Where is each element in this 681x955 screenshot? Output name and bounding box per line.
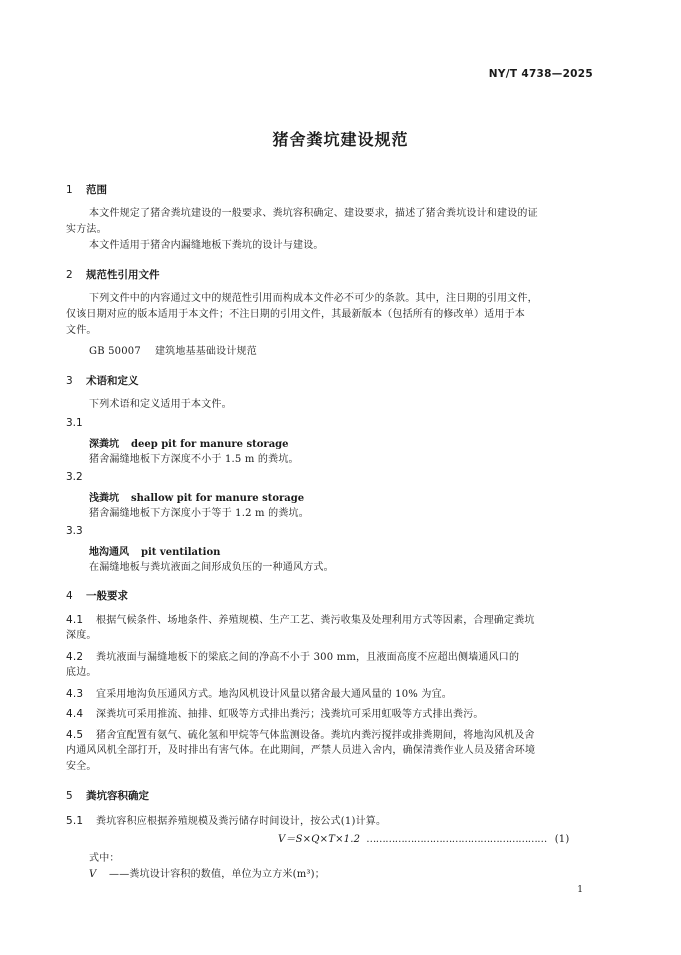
section-2-paragraph-line-1: 下列文件中的内容通过文中的规范性引用而构成本文件必不可少的条款。其中，注日期的引用文件， <box>89 293 538 304</box>
clause-4-1-line-2: 深度。 <box>66 630 97 641</box>
clause-text: 深粪坑可采用推流、抽排、虹吸等方式排出粪污；浅粪坑可采用虹吸等方式排出粪污。 <box>96 709 484 720</box>
clause-4-2-line-1 <box>66 649 519 666</box>
section-1-paragraph-2: 本文件适用于猪舍内漏缝地板下粪坑的设计与建设。 <box>89 240 324 251</box>
clause-text: 宜采用地沟负压通风方式。地沟风机设计风量以猪舍最大通风量的 10% 为宜。 <box>96 689 452 700</box>
term-zh: 深粪坑 <box>89 439 119 450</box>
section-number: 5 <box>66 790 73 802</box>
formula-line <box>278 832 569 848</box>
clause-text: 粪坑液面与漏缝地板下的梁底之间的净高不小于 300 mm，且液面高度不应超出侧墙通风口的 <box>96 652 520 663</box>
document-title: 猪舍粪坑建设规范 <box>272 130 409 149</box>
term-definition: 在漏缝地板与粪坑液面之间形成负压的一种通风方式。 <box>89 562 334 573</box>
clause-number: 4.5 <box>66 729 84 741</box>
term-heading <box>89 543 220 558</box>
variable-description: ——粪坑设计容积的数值，单位为立方米(m³)； <box>109 869 325 880</box>
section-2-heading <box>66 267 160 282</box>
term-en: pit ventilation <box>141 547 221 558</box>
section-1-paragraph-1-line-2: 实方法。 <box>66 224 107 235</box>
section-4-heading <box>66 588 128 603</box>
section-title: 术语和定义 <box>86 375 139 387</box>
clause-4-5-line-2: 内通风风机全部打开，及时排出有害气体。在此期间，严禁人员进入舍内，确保清粪作业人员及猪舍环境 <box>66 745 536 756</box>
clause-number: 4.3 <box>66 688 84 700</box>
where-label: 式中： <box>89 853 120 864</box>
term-number: 3.2 <box>66 471 83 483</box>
term-en: shallow pit for manure storage <box>131 493 305 504</box>
clause-4-3 <box>66 686 452 703</box>
clause-4-2-line-2: 底边。 <box>66 667 97 678</box>
clause-5-1 <box>66 813 386 830</box>
term-number: 3.3 <box>66 525 83 537</box>
section-2-paragraph-line-3: 文件。 <box>66 325 97 336</box>
clause-text: 粪坑容积应根据养殖规模及粪污储存时间设计，按公式(1)计算。 <box>96 816 387 827</box>
clause-number: 4.2 <box>66 651 84 663</box>
term-en: deep pit for manure storage <box>131 439 289 450</box>
section-title: 粪坑容积确定 <box>86 790 149 802</box>
clause-4-1-line-1 <box>66 612 535 629</box>
reference-title: 建筑地基基础设计规范 <box>154 346 257 357</box>
section-title: 范围 <box>86 184 107 196</box>
clause-number: 4.1 <box>66 614 84 626</box>
section-3-intro: 下列术语和定义适用于本文件。 <box>89 399 232 410</box>
clause-number: 5.1 <box>66 815 84 827</box>
clause-text: 根据气候条件、场地条件、养殖规模、生产工艺、粪污收集及处理利用方式等因素，合理确定粪坑 <box>96 615 535 626</box>
clause-4-5-line-3: 安全。 <box>66 761 97 772</box>
section-5-heading <box>66 788 149 803</box>
section-title: 一般要求 <box>86 590 128 602</box>
formula-number: (1) <box>554 834 570 845</box>
variable-definition <box>89 867 325 883</box>
clause-number: 4.4 <box>66 708 84 720</box>
section-title: 规范性引用文件 <box>86 269 160 281</box>
term-definition: 猪舍漏缝地板下方深度小于等于 1.2 m 的粪坑。 <box>89 508 309 519</box>
section-3-heading <box>66 373 139 388</box>
formula-expression: V＝S×Q×T×1.2 <box>278 834 361 845</box>
section-2-paragraph-line-2: 仅该日期对应的版本适用于本文件；不注日期的引用文件，其最新版本（包括所有的修改单）适用于本 <box>66 309 525 320</box>
section-1-heading <box>66 182 107 197</box>
section-1-paragraph-1-line-1: 本文件规定了猪舍粪坑建设的一般要求、粪坑容积确定、建设要求，描述了猪舍粪坑设计和建设的证 <box>89 208 538 219</box>
reference-code: GB 50007 <box>89 346 141 357</box>
formula-leader: ………………………………………………… <box>366 834 547 845</box>
section-number: 4 <box>66 590 73 602</box>
clause-4-4 <box>66 706 484 723</box>
term-number: 3.1 <box>66 417 83 429</box>
normative-reference <box>89 344 257 360</box>
clause-text: 猪舍宜配置有氨气、硫化氢和甲烷等气体监测设备。粪坑内粪污搅拌或排粪期间，将地沟风机及舍 <box>96 730 535 741</box>
term-zh: 浅粪坑 <box>89 493 119 504</box>
term-zh: 地沟通风 <box>89 547 129 558</box>
term-definition: 猪舍漏缝地板下方深度不小于 1.5 m 的粪坑。 <box>89 454 299 465</box>
page-number: 1 <box>577 885 583 895</box>
standard-number: NY/T 4738—2025 <box>488 68 593 80</box>
term-heading <box>89 489 304 504</box>
term-heading <box>89 435 289 450</box>
section-number: 1 <box>66 184 73 196</box>
section-number: 3 <box>66 375 73 387</box>
variable-symbol: V <box>89 869 97 880</box>
section-number: 2 <box>66 269 73 281</box>
clause-4-5-line-1 <box>66 727 535 744</box>
